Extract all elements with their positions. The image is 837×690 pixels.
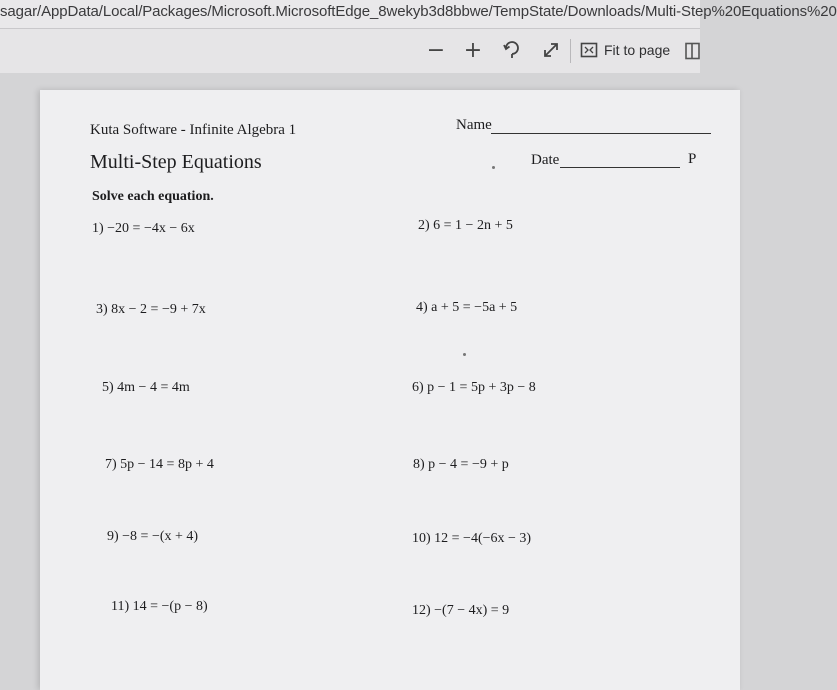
fit-to-page-icon [580, 42, 598, 58]
problem-1: 1) −20 = −4x − 6x [92, 221, 195, 236]
address-url[interactable]: sagar/AppData/Local/Packages/Microsoft.MicrosoftEdge_8wekyb3d8bbwe/TempState/Downloads/Multi-Step%20Equations%20 [0, 3, 837, 20]
zoom-out-button[interactable] [424, 35, 448, 65]
date-label: Date [531, 152, 560, 168]
worksheet-header: Kuta Software - Infinite Algebra 1 [90, 122, 297, 138]
stray-mark [492, 166, 495, 169]
stray-mark [463, 353, 466, 356]
address-bar[interactable] [0, 0, 837, 29]
fullscreen-button[interactable] [538, 35, 564, 65]
fullscreen-icon [542, 41, 560, 59]
date-line [560, 167, 680, 168]
problem-10: 10) 12 = −4(−6x − 3) [412, 531, 532, 546]
pdf-page [40, 90, 740, 690]
rotate-icon [502, 39, 522, 61]
period-label: P [688, 151, 697, 167]
problem-11: 11) 14 = −(p − 8) [111, 599, 208, 614]
fit-to-page-button[interactable] [580, 37, 670, 63]
problem-3: 3) 8x − 2 = −9 + 7x [96, 302, 206, 317]
name-line [491, 133, 711, 134]
worksheet-title: Multi-Step Equations [90, 151, 262, 173]
zoom-out-icon: − [426, 37, 446, 63]
problem-8: 8) p − 4 = −9 + p [413, 457, 509, 472]
zoom-in-button[interactable] [461, 35, 485, 65]
more-button[interactable] [684, 42, 700, 60]
rotate-button[interactable] [498, 35, 526, 65]
worksheet-instructions: Solve each equation. [92, 189, 214, 204]
pdf-toolbar [0, 29, 700, 73]
toolbar-divider [570, 39, 571, 63]
problem-6: 6) p − 1 = 5p + 3p − 8 [412, 380, 536, 395]
problem-9: 9) −8 = −(x + 4) [107, 529, 199, 544]
problem-4: 4) a + 5 = −5a + 5 [416, 300, 518, 315]
zoom-in-icon: + [463, 37, 483, 63]
problem-2: 2) 6 = 1 − 2n + 5 [418, 218, 513, 233]
fit-to-page-label: Fit to page [604, 42, 671, 58]
problem-5: 5) 4m − 4 = 4m [102, 380, 190, 395]
problem-7: 7) 5p − 14 = 8p + 4 [105, 457, 214, 472]
name-label: Name [456, 117, 492, 133]
problem-12: 12) −(7 − 4x) = 9 [412, 603, 510, 618]
more-icon [684, 42, 700, 60]
